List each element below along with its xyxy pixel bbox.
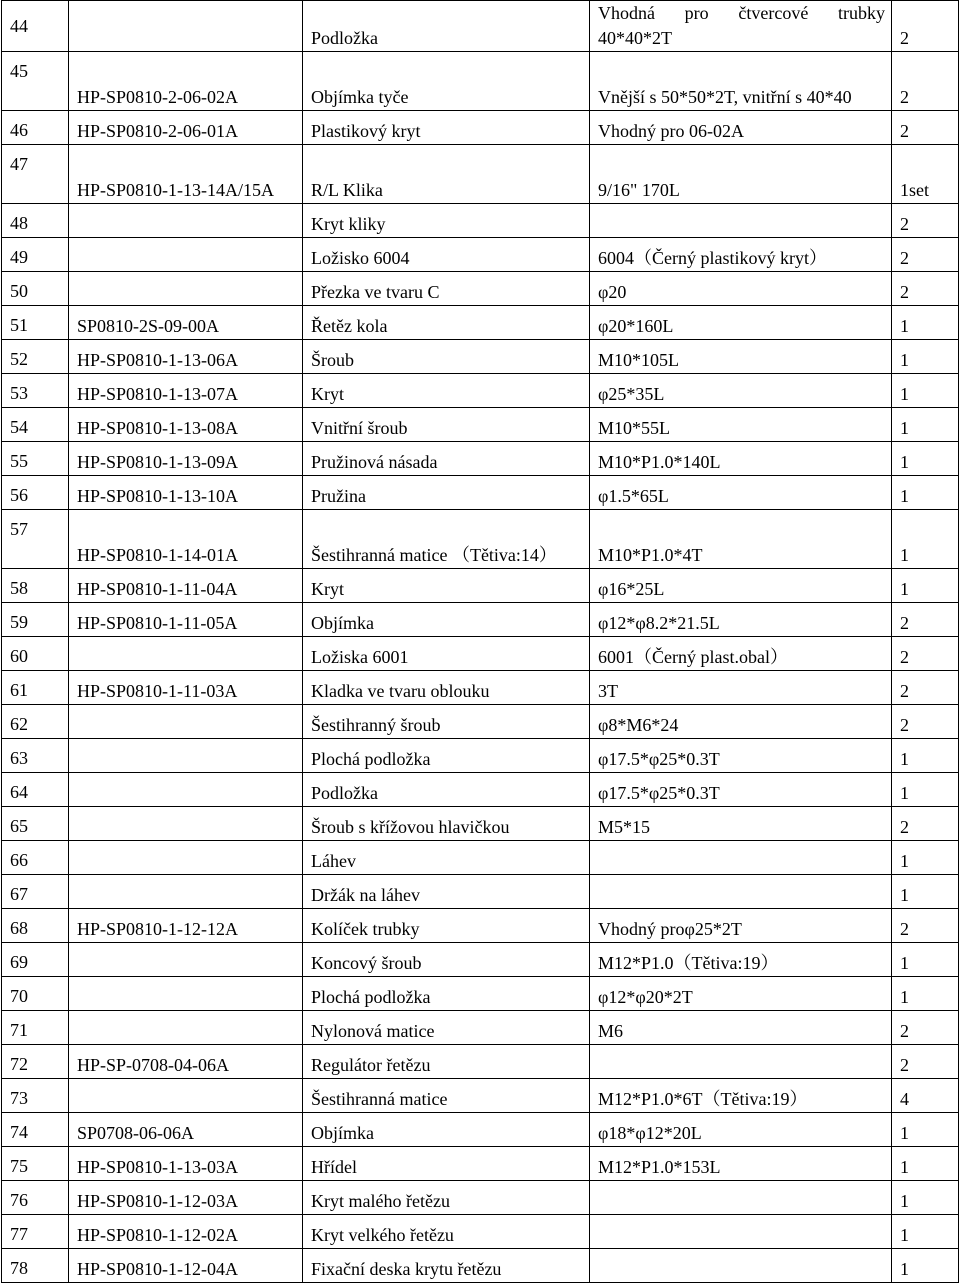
part-code: HP-SP0810-1-13-03A [69,1147,303,1181]
part-code [69,705,303,739]
table-row [2,111,959,145]
part-name: Koncový šroub [303,943,590,977]
row-number: 50 [2,272,69,306]
table-row [2,1215,959,1249]
part-name: Pružinová násada [303,442,590,476]
part-spec [590,875,892,909]
part-code [69,807,303,841]
part-name: Láhev [303,841,590,875]
row-number: 68 [2,909,69,943]
part-spec: φ1.5*65L [590,476,892,510]
part-quantity: 2 [892,807,959,841]
table-row [2,306,959,340]
part-spec: M10*55L [590,408,892,442]
part-spec: 6001（Černý plast.obal） [590,637,892,671]
part-code: HP-SP0810-1-14-01A [69,510,303,569]
part-spec: 6004（Černý plastikový kryt） [590,238,892,272]
part-spec: φ20*160L [590,306,892,340]
part-spec [590,1215,892,1249]
table-row [2,909,959,943]
part-name: Kryt kliky [303,204,590,238]
table-row [2,705,959,739]
part-spec: Vhodný pro 06-02A [590,111,892,145]
part-spec: φ17.5*φ25*0.3T [590,773,892,807]
part-code [69,272,303,306]
part-quantity: 2 [892,1011,959,1045]
part-code: HP-SP0810-1-12-04A [69,1249,303,1283]
row-number: 55 [2,442,69,476]
part-name: Objímka [303,603,590,637]
part-quantity: 1 [892,408,959,442]
part-code [69,943,303,977]
part-spec: M10*P1.0*140L [590,442,892,476]
part-spec: M5*15 [590,807,892,841]
part-spec: φ25*35L [590,374,892,408]
part-quantity: 1set [892,145,959,204]
part-name: Pružina [303,476,590,510]
part-quantity: 1 [892,1113,959,1147]
row-number: 76 [2,1181,69,1215]
part-quantity: 2 [892,705,959,739]
row-number: 63 [2,739,69,773]
part-name: Hřídel [303,1147,590,1181]
part-quantity: 1 [892,306,959,340]
part-quantity: 4 [892,1079,959,1113]
row-number: 52 [2,340,69,374]
part-quantity: 2 [892,909,959,943]
part-code: HP-SP0810-1-12-12A [69,909,303,943]
part-quantity: 1 [892,476,959,510]
row-number: 47 [2,145,69,204]
row-number: 60 [2,637,69,671]
part-quantity: 1 [892,1215,959,1249]
part-quantity: 1 [892,1181,959,1215]
part-name: Kolíček trubky [303,909,590,943]
part-code [69,875,303,909]
part-code: SP0810-2S-09-00A [69,306,303,340]
part-quantity: 1 [892,739,959,773]
row-number: 49 [2,238,69,272]
row-number: 64 [2,773,69,807]
part-spec: φ18*φ12*20L [590,1113,892,1147]
part-code: HP-SP0810-1-12-02A [69,1215,303,1249]
table-row [2,875,959,909]
part-code: HP-SP0810-1-13-08A [69,408,303,442]
parts-table-body [2,1,959,1283]
row-number: 75 [2,1147,69,1181]
part-spec: φ8*M6*24 [590,705,892,739]
part-name: Objímka [303,1113,590,1147]
table-row [2,1079,959,1113]
part-quantity: 1 [892,569,959,603]
part-code: HP-SP0810-1-13-06A [69,340,303,374]
parts-table [1,0,959,1283]
part-quantity: 1 [892,374,959,408]
table-row [2,1181,959,1215]
part-spec: φ12*φ8.2*21.5L [590,603,892,637]
part-quantity: 1 [892,510,959,569]
row-number: 67 [2,875,69,909]
row-number: 53 [2,374,69,408]
part-name: Řetěz kola [303,306,590,340]
part-quantity: 1 [892,773,959,807]
table-row [2,569,959,603]
row-number: 69 [2,943,69,977]
row-number: 72 [2,1045,69,1079]
part-name: Plastikový kryt [303,111,590,145]
part-code [69,1011,303,1045]
row-number: 57 [2,510,69,569]
row-number: 65 [2,807,69,841]
part-spec: Vhodný proφ25*2T [590,909,892,943]
part-code: HP-SP0810-1-11-04A [69,569,303,603]
part-code: HP-SP0810-1-13-14A/15A [69,145,303,204]
part-quantity: 2 [892,1,959,52]
part-code [69,977,303,1011]
part-name: Plochá podložka [303,977,590,1011]
table-row [2,145,959,204]
part-name: Nylonová matice [303,1011,590,1045]
part-name: Kryt [303,569,590,603]
table-row [2,637,959,671]
part-quantity: 2 [892,1045,959,1079]
part-quantity: 2 [892,272,959,306]
row-number: 74 [2,1113,69,1147]
part-spec [590,204,892,238]
part-code [69,637,303,671]
part-spec [590,841,892,875]
part-spec: Vnější s 50*50*2T, vnitřní s 40*40 [590,52,892,111]
part-quantity: 1 [892,977,959,1011]
table-row [2,374,959,408]
table-row [2,204,959,238]
row-number: 73 [2,1079,69,1113]
row-number: 58 [2,569,69,603]
part-code: HP-SP0810-1-13-10A [69,476,303,510]
part-code [69,841,303,875]
table-row [2,671,959,705]
table-row [2,1,959,52]
table-row [2,943,959,977]
row-number: 62 [2,705,69,739]
part-quantity: 2 [892,52,959,111]
part-spec: M6 [590,1011,892,1045]
table-row [2,1113,959,1147]
part-code: HP-SP0810-1-13-09A [69,442,303,476]
part-spec: M12*P1.0*153L [590,1147,892,1181]
part-name: Podložka [303,1,590,52]
part-spec: 3T [590,671,892,705]
part-name: Regulátor řetězu [303,1045,590,1079]
row-number: 70 [2,977,69,1011]
part-name: Ložisko 6004 [303,238,590,272]
part-code [69,238,303,272]
part-name: Šroub [303,340,590,374]
part-name: Šestihranný šroub [303,705,590,739]
table-row [2,739,959,773]
table-row [2,603,959,637]
part-code: SP0708-06-06A [69,1113,303,1147]
part-code: HP-SP0810-2-06-02A [69,52,303,111]
row-number: 59 [2,603,69,637]
part-quantity: 2 [892,204,959,238]
part-spec: φ12*φ20*2T [590,977,892,1011]
part-name: Šestihranná matice （Tětiva:14） [303,510,590,569]
part-name: Přezka ve tvaru C [303,272,590,306]
part-spec [590,1249,892,1283]
table-row [2,442,959,476]
part-code: HP-SP0810-1-13-07A [69,374,303,408]
part-code [69,1,303,52]
part-spec: φ20 [590,272,892,306]
table-row [2,1045,959,1079]
part-name: Fixační deska krytu řetězu [303,1249,590,1283]
part-quantity: 2 [892,111,959,145]
part-quantity: 2 [892,671,959,705]
table-row [2,510,959,569]
part-name: Podložka [303,773,590,807]
part-name: R/L Klika [303,145,590,204]
table-row [2,52,959,111]
row-number: 48 [2,204,69,238]
part-spec [590,1181,892,1215]
part-quantity: 1 [892,442,959,476]
part-name: Šestihranná matice [303,1079,590,1113]
part-spec: φ16*25L [590,569,892,603]
part-quantity: 1 [892,875,959,909]
table-row [2,408,959,442]
table-row [2,773,959,807]
part-spec: M12*P1.0（Tětiva:19） [590,943,892,977]
part-name: Ložiska 6001 [303,637,590,671]
part-spec: 9/16" 170L [590,145,892,204]
part-spec: M12*P1.0*6T（Tětiva:19） [590,1079,892,1113]
row-number: 56 [2,476,69,510]
table-row [2,1011,959,1045]
table-row [2,272,959,306]
table-row [2,476,959,510]
row-number: 51 [2,306,69,340]
part-spec: φ17.5*φ25*0.3T [590,739,892,773]
part-spec: M10*105L [590,340,892,374]
part-name: Kryt [303,374,590,408]
part-name: Vnitřní šroub [303,408,590,442]
part-quantity: 2 [892,637,959,671]
row-number: 61 [2,671,69,705]
row-number: 77 [2,1215,69,1249]
table-row [2,841,959,875]
part-quantity: 2 [892,238,959,272]
part-code [69,204,303,238]
part-code: HP-SP0810-1-12-03A [69,1181,303,1215]
part-code: HP-SP0810-1-11-03A [69,671,303,705]
row-number: 66 [2,841,69,875]
part-spec [590,1045,892,1079]
part-quantity: 1 [892,841,959,875]
part-spec: Vhodná pro čtvercové trubky 40*40*2T [590,1,892,52]
table-row [2,1249,959,1283]
part-quantity: 1 [892,1147,959,1181]
part-quantity: 1 [892,1249,959,1283]
part-quantity: 2 [892,603,959,637]
part-quantity: 1 [892,340,959,374]
row-number: 54 [2,408,69,442]
table-row [2,340,959,374]
part-code: HP-SP0810-2-06-01A [69,111,303,145]
part-spec: M10*P1.0*4T [590,510,892,569]
row-number: 78 [2,1249,69,1283]
row-number: 71 [2,1011,69,1045]
part-code: HP-SP0810-1-11-05A [69,603,303,637]
part-name: Držák na láhev [303,875,590,909]
row-number: 45 [2,52,69,111]
row-number: 44 [2,1,69,52]
part-quantity: 1 [892,943,959,977]
table-row [2,807,959,841]
part-name: Kryt malého řetězu [303,1181,590,1215]
part-name: Kladka ve tvaru oblouku [303,671,590,705]
part-code [69,773,303,807]
part-name: Kryt velkého řetězu [303,1215,590,1249]
part-code [69,739,303,773]
table-row [2,238,959,272]
row-number: 46 [2,111,69,145]
table-row [2,977,959,1011]
part-code [69,1079,303,1113]
table-row [2,1147,959,1181]
part-name: Plochá podložka [303,739,590,773]
part-name: Šroub s křížovou hlavičkou [303,807,590,841]
part-name: Objímka tyče [303,52,590,111]
part-code: HP-SP-0708-04-06A [69,1045,303,1079]
